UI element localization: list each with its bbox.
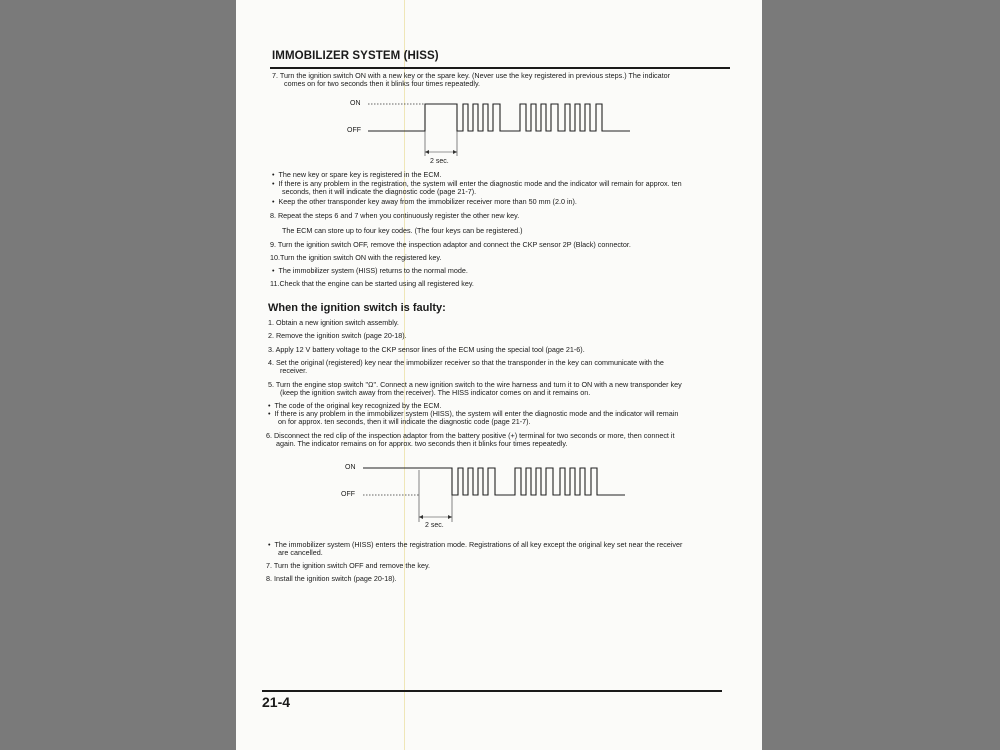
diagram2-indicator-waveform xyxy=(355,462,635,532)
bullet-registered: • The new key or spare key is registered in the ECM. xyxy=(272,170,442,179)
diagram2-on-label: ON xyxy=(345,464,356,471)
diagram1-indicator-waveform xyxy=(360,98,640,168)
faulty-step-4-cont: receiver. xyxy=(280,366,308,375)
diagram1-time-label: 2 sec. xyxy=(430,158,449,165)
faulty-bullet-problem: • If there is any problem in the immobilizer system (HISS), the system will enter the diagnostic mode and the indicator will remain xyxy=(268,409,679,418)
diagram1-off-label: OFF xyxy=(347,127,361,134)
final-step-8: 8. Install the ignition switch (page 20-18). xyxy=(266,574,397,583)
bullet-problem-cont: seconds, then it will indicate the diagnostic code (page 21-7). xyxy=(282,187,477,196)
step-9: 9. Turn the ignition switch OFF, remove the inspection adaptor and connect the CKP sensor 2P (Black) connector. xyxy=(270,240,631,249)
step-7: 7. Turn the ignition switch ON with a new key or the spare key. (Never use the key registered in previous steps.) The indicator xyxy=(272,71,671,80)
title-rule xyxy=(270,67,730,69)
diagram2-time-label: 2 sec. xyxy=(425,522,444,529)
step-8: 8. Repeat the steps 6 and 7 when you continuously register the other new key. xyxy=(270,211,520,220)
page-title: IMMOBILIZER SYSTEM (HISS) xyxy=(272,50,439,62)
bullet-normal-mode: • The immobilizer system (HISS) returns to the normal mode. xyxy=(272,266,468,275)
registration-bullet: • The immobilizer system (HISS) enters the registration mode. Registrations of all key except the original key set near the receiver xyxy=(268,540,683,549)
faulty-step-2: 2. Remove the ignition switch (page 20-18). xyxy=(268,331,407,340)
bullet-problem: • If there is any problem in the registration, the system will enter the diagnostic mode and the indicator will remain for approx. ten xyxy=(272,179,682,188)
faulty-step-1: 1. Obtain a new ignition switch assembly. xyxy=(268,318,399,327)
step-8-note: The ECM can store up to four key codes. (The four keys can be registered.) xyxy=(282,226,523,235)
bullet-keep-away: • Keep the other transponder key away from the immobilizer receiver more than 50 mm (2.0 in). xyxy=(272,197,577,206)
step-7-cont: comes on for two seconds then it blinks four times repeatedly. xyxy=(284,79,481,88)
faulty-step-6-cont: again. The indicator remains on for approx. two seconds then it blinks four times repeatedly. xyxy=(276,439,568,448)
step-10: 10.Turn the ignition switch ON with the registered key. xyxy=(270,253,442,262)
diagram2-off-label: OFF xyxy=(341,491,355,498)
final-step-7: 7. Turn the ignition switch OFF and remove the key. xyxy=(266,561,431,570)
footer-rule xyxy=(262,690,722,692)
faulty-bullet-problem-cont: on for approx. ten seconds, then it will indicate the diagnostic code (page 21-7). xyxy=(278,417,531,426)
faulty-step-3: 3. Apply 12 V battery voltage to the CKP sensor lines of the ECM using the special tool (page 21-6). xyxy=(268,345,585,354)
faulty-step-6: 6. Disconnect the red clip of the inspection adaptor from the battery positive (+) terminal for two seconds or more, then connect it xyxy=(266,431,675,440)
faulty-step-4: 4. Set the original (registered) key near the immobilizer receiver so that the transponder in the key can communicate with the xyxy=(268,358,664,367)
page-number: 21-4 xyxy=(262,694,291,710)
registration-bullet-cont: are cancelled. xyxy=(278,548,323,557)
diagram1-on-label: ON xyxy=(350,100,361,107)
faulty-bullet-code: • The code of the original key recognized by the ECM. xyxy=(268,401,442,410)
step-11: 11.Check that the engine can be started using all registered key. xyxy=(270,279,474,288)
section-heading-faulty: When the ignition switch is faulty: xyxy=(268,302,446,314)
faulty-step-5-cont: (keep the ignition switch away from the receiver). The HISS indicator comes on and it remains on. xyxy=(280,388,591,397)
faulty-step-5: 5. Turn the engine stop switch "Ω". Connect a new ignition switch to the wire harness and turn it to ON with a new transponder key xyxy=(268,380,682,389)
